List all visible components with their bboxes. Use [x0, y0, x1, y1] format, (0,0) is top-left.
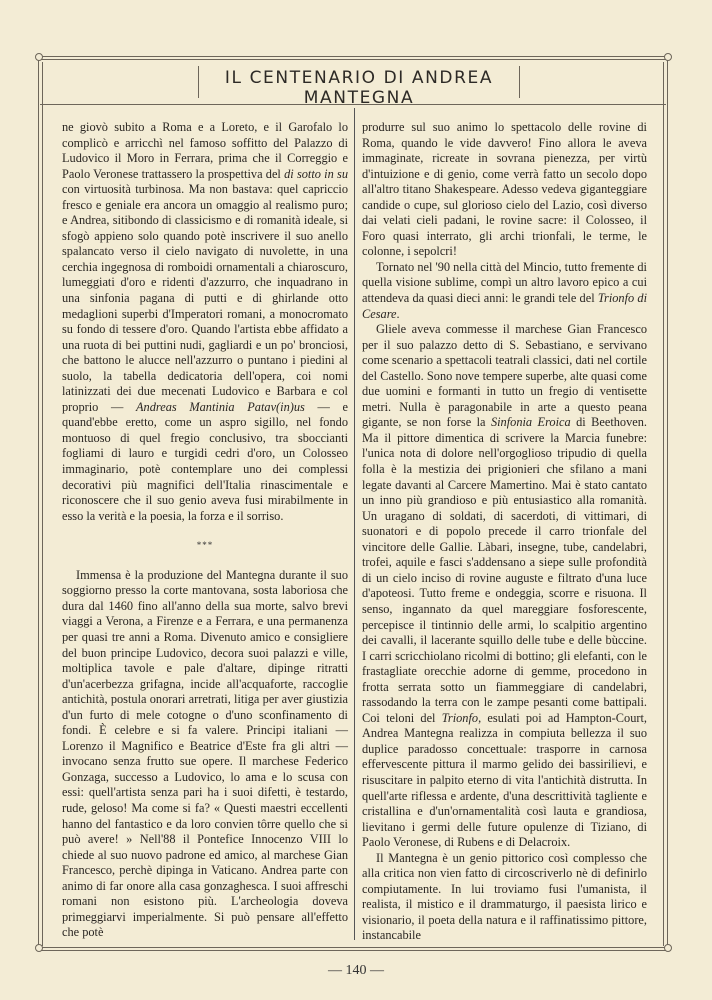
corner-ring-icon: [35, 944, 43, 952]
header-divider-right: [519, 66, 520, 98]
corner-ring-icon: [664, 53, 672, 61]
text-run: ne giovò subito a Roma e a Loreto, e il Garofalo lo complicò e arricchì nel famoso soffitto del Palazzo di Ludovico il Moro in Ferrara, prima che il Correggio e Paolo Veronese trattassero la prospettiva del: [62, 120, 348, 181]
text-run: Tornato nel '90 nella città del Mincio, tutto fremente di quella visione sublime, compì un altro lavoro epico a cui attendeva da quasi dieci anni: le grandi tele del: [362, 259, 647, 306]
corner-ring-icon: [35, 53, 43, 61]
text-run: di Beethoven. Ma il pittore dimentica di scrivere la Marcia funebre: l'unica nota di dolore nell'orgoglioso tripudio di quella folla è la mestizia dei prigionieri che sfilano a mani legate davanti al Carcere Mamertino. Mai è stato cantato un inno più grandioso e più entusiastico alla romanità. Un uragano di soldati, di sacerdoti, di vittimari, di suonatori e di popolo precede il carro trionfale del vincitore delle Gallie. Làbari, insegne, tube, candelabri, trofei, aquile e fasci s'addensano a siepe sulle profondità di un cielo inciso di rovine auguste e filtrato d'una luce d'apoteosi. Tutto freme e ondeggia, scorre e risuona. Il senso, ingannato da quel mareggiare fosforescente, percepisce il tintinnio delle armi, lo scalpitio argentino dei cavalli, il lacerante squillo delle tube e delle bùccine. I carri scricchiolano ricolmi di bottino; gli elefanti, con le frastagliate orecchie adorne di gemme, procedono in frotta serrata sotto un fiammeggiare di candelabri, rassodando la terra con le zampe pesanti come battipali. Coi teloni del: [362, 415, 648, 725]
right-paragraph-2: [362, 260, 647, 322]
left-border-rule-inner: [42, 62, 43, 946]
text-run: con virtuosità turbinosa. Ma non bastava: quel capriccio fresco e geniale era ancora un omaggio al realismo puro; e Andrea, sitibondo di classicismo e di romanità ideale, si sfogò appieno solo quando potè inscrivere il suo anello spalancato verso il cielo navigato di nuvolette, in una cerchia ingegnosa di romboidi ornamentali a chiaroscuro, lumeggiati d'oro e ridenti d'azzurro, che inquadrano in una sinfonia pagana di putti e di ghirlande otto medaglioni superbi d'Imperatori romani, a monocromato su fondo di tessere d'oro. Quando l'artista ebbe affidato a una ruota di bei puttini nudi, gagliardi e un po' bronciosi, che battono le alucce nell'azzurro o puntano i piedini al suolo, la tabella dedicatoria dell'opera, coi nomi latinizzati dei due mecenati Ludovico e Barbara e col proprio —: [62, 182, 348, 414]
right-border-rule: [667, 56, 668, 951]
section-separator: ***: [196, 540, 214, 551]
left-paragraph-1: [62, 120, 348, 524]
right-paragraph-4: Il Mantegna è un genio pittorico così complesso che alla critica non vien fatto di circoscriverlo nè di definirlo compiutamente. In lui troviamo fusi l'umanista, il realista, il mistico e il drammaturgo, il paesista lirico e visionario, il poeta della natura e il raffinatissimo pittore, instancabile: [362, 850, 647, 943]
page-number: — 140 —: [328, 963, 384, 978]
bottom-border-rule-inner: [40, 950, 666, 951]
bottom-border-rule: [40, 947, 666, 948]
text-run: Gliele aveva commesse il marchese Gian Francesco per il suo palazzo detto di S. Sebastiano, e servivano come scenario a spettacoli teatrali classici, dati nel cortile del Castello. Sono nove tempere superbe, alte quasi come due uomini e formanti in tutto un fregio di ventisette metri. Nulla è paragonabile in arte a questo peana gigante, se non forse la: [362, 322, 647, 430]
italic-text-run: di sotto in su: [284, 166, 348, 181]
text-run: .: [396, 306, 400, 321]
top-border-rule: [40, 56, 666, 57]
running-header-title: IL CENTENARIO DI ANDREA MANTEGNA: [224, 68, 494, 108]
italic-text-run: Trionfo di Cesare: [362, 291, 647, 321]
italic-text-run: Sinfonia Eroica: [490, 415, 571, 430]
left-border-rule: [38, 56, 39, 951]
italic-text-run: Trionfo: [441, 710, 479, 725]
right-text-column: [362, 120, 647, 944]
header-divider-left: [198, 66, 199, 98]
text-run: , esulati poi ad Hampton-Court, Andrea Mantegna realizza in compiuta bellezza il suo duplice paradosso concettuale: trasporre in carnosa effervescente pittura il marmo gelido dei bassirilievi, e risuscitare in palpito eterno di vita l'antichità distrutta. In quell'arte riflessa e ardente, d'una descrittività tagliente e cristallina e d'un'ornamentalità così lauta e grandiosa, lievitano i germi delle future opulenze di Tiziano, di Paolo Veronese, di Rubens e di Delacroix.: [362, 710, 647, 850]
right-paragraph-3: [362, 322, 647, 851]
left-paragraph-2: Immensa è la produzione del Mantegna durante il suo soggiorno presso la corte mantovana, sosta laboriosa che dura dal 1460 fino all'anno della sua morte, salvo brevi viaggi a Verona, a Firenze e a Ferrara, e una permanenza per quasi tre anni a Roma. Divenuto amico e consigliere del buon principe Ludovico, decora suoi palazzi e ville, moltiplica tavole e pale d'altare, dipinge ritratti d'un'acerbezza grifagna, incide all'acquaforte, raccoglie antichità, postula onorari arretrati, litiga per aver giustizia d'un furto di mele cotogne o d'uno sconfinamento di fondi. È celebre e si fa valere. Principi italiani — Lorenzo il Magnifico e Beatrice d'Este fra gli altri — invocano senza frutto sue opere. Il marchese Federico Gonzaga, successo a Ludovico, lo ama e lo scusa con essi: quell'artista senza pari ha i suoi difetti, è testardo, rude, geloso! Ma come si fa? « Questi maestri eccellenti hanno del fantastico e da loro convien tôrre quello che si può avere! » Nell'88 il Pontefice Innocenzo VIII lo chiede al suo nuovo padrone ed amico, al marchese Gian Francesco, perchè dipinga in Vaticano. Andrea parte con animo di far onore alla casa gonzaghesca. I suoi affreschi romani non esistono più. L'archeologia doveva primeggiarvi imperialmente. Si può pensare all'effetto che potè: [62, 567, 348, 940]
left-text-column: [62, 120, 348, 941]
column-divider: [354, 108, 355, 940]
top-border-rule-inner: [40, 59, 666, 60]
italic-text-run: Andreas Mantinia Patav(in)us: [136, 399, 305, 414]
text-run: — e quand'ebbe eretto, come un aspro sigillo, nel fondo montuoso di quel fregio conclusivo, tra sboccianti fogliami di lauro e turgidi cedri d'oro, un Colosseo immaginario, potè contemplare uno dei complessi decorativi più magnifici dell'Italia rinascimentale e riconoscere che il suo genio aveva fusi mirabilmente in esso la verità e la poesia, la forza e il sorriso.: [62, 399, 348, 523]
right-paragraph-1: produrre sul suo animo lo spettacolo delle rovine di Roma, quando le vide davvero! Fino allora le aveva immaginate, ricreate in sovrana pienezza, per virtù d'intuizione e di genio, come verrà fatto un secolo dopo all'altro titano Shakespeare. Adesso vedeva giganteggiare candide o cupe, sul glorioso cielo del Lazio, così diverso dai velati cieli padani, le rovine sacre: il Colosseo, il Foro quasi interrato, gli archi trionfali, le terme, le colonne, i sepolcri!: [362, 120, 647, 259]
right-border-rule-inner: [663, 62, 664, 946]
corner-ring-icon: [664, 944, 672, 952]
